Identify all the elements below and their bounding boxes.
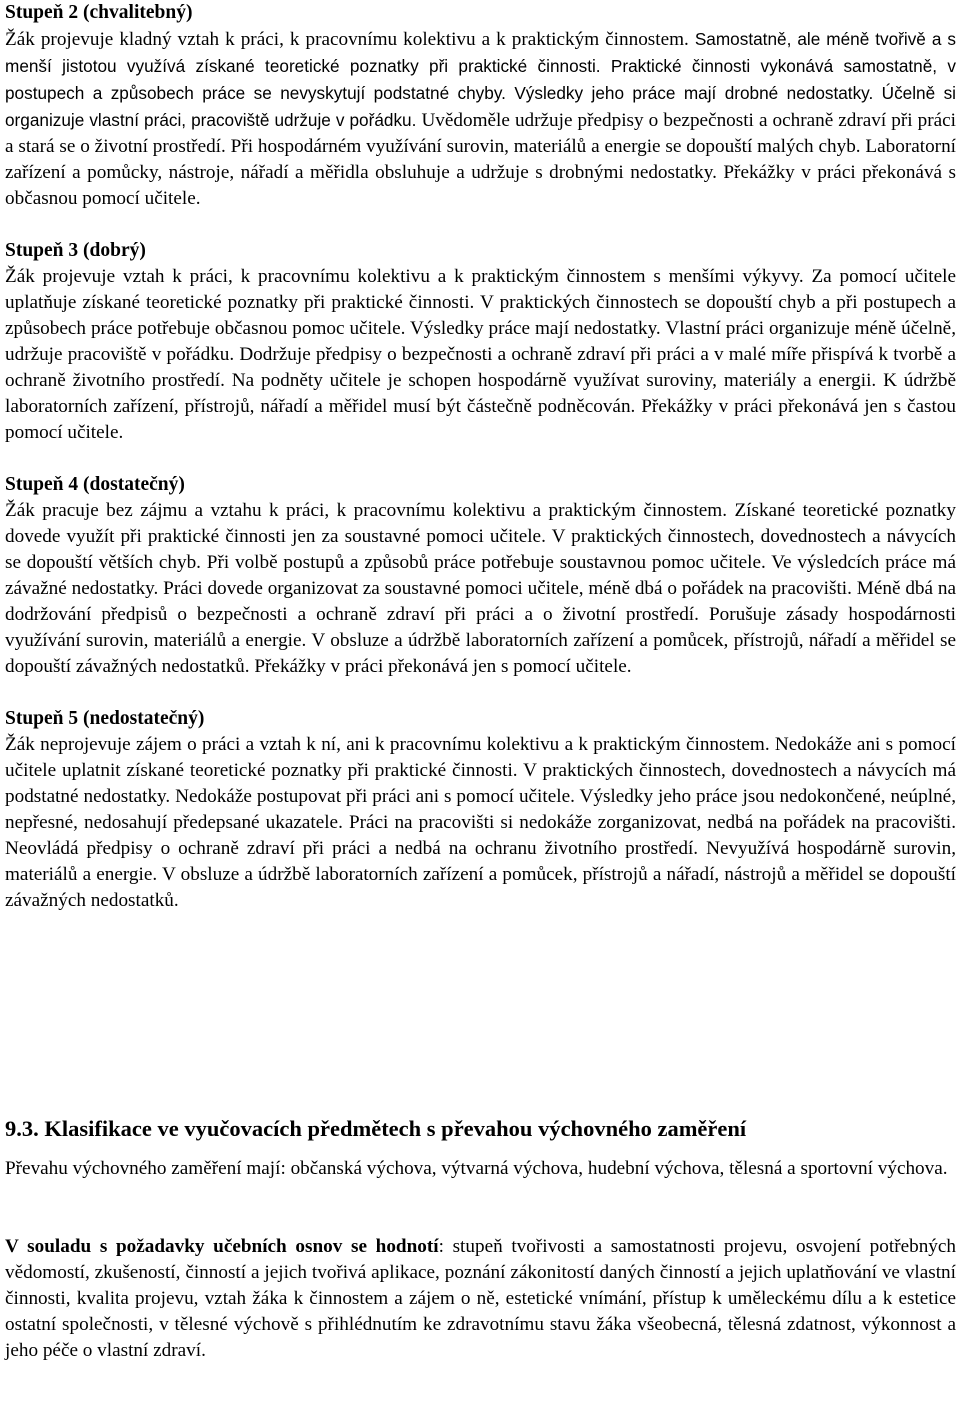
grade-2-text-b: Uvědoměle udržuje předpisy o bezpečnosti a ochraně zdraví při práci a stará se o životní prostředí. Při hospodárném využívání surovin, materiálů a energie se dopouští malých chyb. Laboratorní zařízení a pomůcky, nástroje, nářadí a měřidla obsluhuje a udržuje s drobnými nedostatky. Překážky v práci překonává s občasnou pomocí učitele. [5,110,956,209]
grade-2-text [5,26,956,212]
section-rule-lead: V souladu s požadavky učebních osnov se hodnotí [5,1236,439,1257]
grade-3-section [5,238,956,446]
grade-2-heading: Stupeň 2 (chvalitebný) [5,2,193,23]
section-intro: Převahu výchovného zaměření mají: občanská výchova, výtvarná výchova, hudební výchova, tělesná a sportovní výchova. [5,1158,948,1179]
section-rule [5,1234,956,1364]
grade-4-heading: Stupeň 4 (dostatečný) [5,474,185,495]
grade-2-text-sans: Samostatně, ale méně tvořivě a s menší jistotou využívá získané teoretické poznatky při praktické činnosti. Praktické činnosti vykonává samostatně, v postupech a způsobech práce se nevyskytují podstatné chyby. Výsledky jeho práce mají drobné nedostatky. Účelně si organizuje vlastní práci, pracoviště udržuje v pořádku. [5,29,956,130]
grade-4-section [5,472,956,680]
grade-4-text: Žák pracuje bez zájmu a vztahu k práci, k pracovnímu kolektivu a praktickým činnostem. Získané teoretické poznatky dovede využít při praktické činnosti jen za soustavné pomoci učitele. V praktických činnostech, dovednostech a návycích se dopouští větších chyb. Při volbě postupů a způsobů práce potřebuje soustavnou pomoc učitele. Ve výsledcích práce má závažné nedostatky. Práci dovede organizovat za soustavné pomoci učitele, méně dbá o pořádek na pracovišti. Méně dbá na dodržování předpisů o bezpečnosti a ochraně zdraví při práci a o životní prostředí. Porušuje zásady hospodárnosti využívání surovin, materiálů a energie. V obsluze a údržbě laboratorních zařízení a pomůcek, přístrojů, nářadí a měřidel se dopouští závažných nedostatků. Překážky v práci překonává jen s pomocí učitele. [5,500,956,677]
section-9-3 [5,1114,956,1364]
grade-2-text-a: Žák projevuje kladný vztah k práci, k pracovnímu kolektivu a k praktickým činnostem. [5,29,689,50]
grade-3-text: Žák projevuje vztah k práci, k pracovnímu kolektivu a k praktickým činnostem s menšími výkyvy. Za pomocí učitele uplatňuje získané teoretické poznatky při praktické činnosti. V praktických činnostech se dopouští chyb a při postupech a způsobech práce potřebuje občasnou pomoc učitele. Výsledky práce mají nedostatky. Vlastní práci organizuje méně účelně, udržuje pracoviště v pořádku. Dodržuje předpisy o bezpečnosti a ochraně zdraví při práci a v malé míře přispívá k tvorbě a ochraně životního prostředí. Na podněty učitele je schopen hospodárně využívat suroviny, materiály a energii. K údržbě laboratorních zařízení, přístrojů, nářadí a měřidel musí být částečně podněcován. Překážky v práci překonává jen s častou pomocí učitele. [5,266,956,443]
grade-2-section [5,0,956,212]
grade-5-heading: Stupeň 5 (nedostatečný) [5,708,205,729]
grade-3-heading: Stupeň 3 (dobrý) [5,240,146,261]
grade-5-section [5,706,956,914]
grade-5-text: Žák neprojevuje zájem o práci a vztah k ní, ani k pracovnímu kolektivu a k praktickým činnostem. Nedokáže ani s pomocí učitele uplatnit získané teoretické poznatky při praktické činnosti. V praktických činnostech, dovednostech a návycích má podstatné nedostatky. Nedokáže postupovat při práci ani s pomocí učitele. Výsledky jeho práce jsou nedokončené, neúplné, nepřesné, nedosahují předepsané ukazatele. Práci na pracovišti si nedokáže zorganizovat, nedbá na pořádek na pracovišti. Neovládá předpisy o ochraně zdraví při práci a nedbá na ochranu životního prostředí. Nevyužívá hospodárně surovin, materiálů a energie. V obsluze a údržbě laboratorních zařízení a pomůcek, přístrojů a nářadí, nástrojů a měřidel se dopouští závažných nedostatků. [5,734,956,911]
section-rule-text: : stupeň tvořivosti a samostatnosti projevu, osvojení potřebných vědomostí, zkušeností, činností a jejich tvořivá aplikace, poznání zákonitostí daných činností a jejich uplatňování ve vlastní činnosti, kvalita projevu, vztah žáka k činnostem a zájem o ně, estetické vnímání, přístup k uměleckému dílu a k estetice ostatní společnosti, v tělesné výchově s přihlédnutím ke zdravotnímu stavu žáka všeobecná, tělesná zdatnost, výkonnost a jeho péče o vlastní zdraví. [5,1236,956,1361]
section-title: 9.3. Klasifikace ve vyučovacích předmětech s převahou výchovného zaměření [5,1116,747,1141]
